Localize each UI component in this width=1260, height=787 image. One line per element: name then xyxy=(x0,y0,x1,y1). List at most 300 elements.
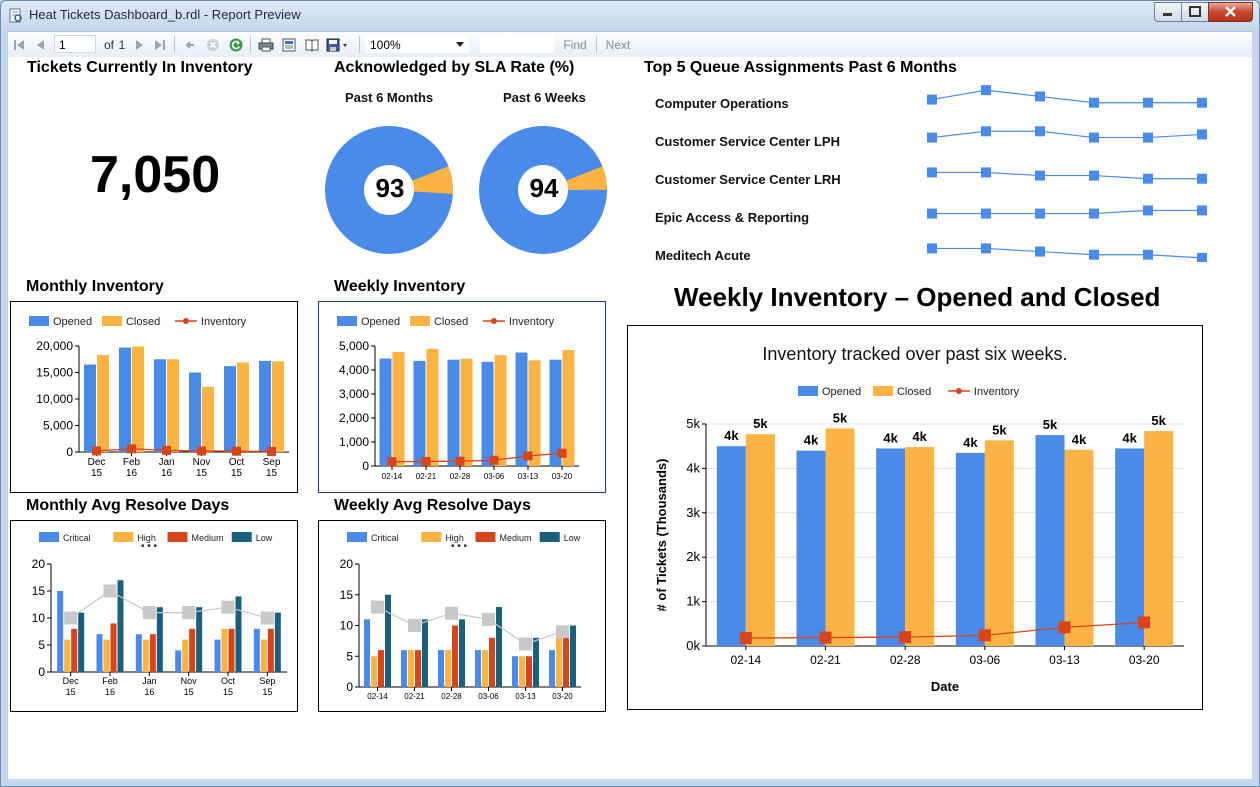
bar-opened xyxy=(224,366,236,452)
minimize-icon xyxy=(1155,3,1181,21)
sparkline-2 xyxy=(932,172,1202,178)
chevron-down-icon xyxy=(456,42,464,48)
page-setup-button[interactable] xyxy=(302,32,322,57)
bar-medium xyxy=(150,634,156,672)
legend-closed-label: Closed xyxy=(433,316,469,328)
legend-critical-label: Critical xyxy=(371,533,399,543)
x-tick-label: Nov xyxy=(192,457,211,468)
x-tick-label: 03-13 xyxy=(517,472,539,481)
first-page-button[interactable] xyxy=(10,32,28,57)
save-export-icon xyxy=(326,38,352,52)
bar-closed xyxy=(1144,431,1173,646)
weekly-opened-closed-title: Weekly Inventory – Opened and Closed xyxy=(674,282,1161,312)
x-tick-label: Sep xyxy=(262,457,281,468)
bar-closed xyxy=(132,347,144,452)
bar-opened xyxy=(84,365,96,452)
legend-high-label: High xyxy=(137,533,156,543)
x-tick-label: 15 xyxy=(262,687,273,697)
x-tick-label: Dec xyxy=(87,457,106,468)
data-label-opened: 4k xyxy=(724,428,739,444)
bar-opened xyxy=(797,451,826,646)
bar-low xyxy=(496,607,502,687)
legend-opened-label: Opened xyxy=(822,386,862,398)
tickets-inventory-value: 7,050 xyxy=(90,146,221,204)
y-tick-label: 1,000 xyxy=(338,435,369,449)
bar-high xyxy=(482,650,488,687)
legend-medium-label: Medium xyxy=(499,533,532,543)
sparkline-1-point xyxy=(927,133,937,143)
maximize-button[interactable] xyxy=(1181,2,1209,22)
monthly-inventory-title: Monthly Inventory xyxy=(26,278,164,295)
sla-months-value: 93 xyxy=(375,173,405,203)
x-tick-label: 03-20 xyxy=(551,472,573,481)
sparkline-0-point xyxy=(981,85,991,95)
bar-critical xyxy=(364,619,370,687)
marker-average xyxy=(64,612,77,625)
bar-closed xyxy=(985,440,1014,646)
data-label-closed: 4k xyxy=(1071,431,1087,447)
y-tick-label: 1k xyxy=(686,593,700,609)
marker-average xyxy=(408,619,421,632)
data-label-opened: 4k xyxy=(963,434,978,450)
legend-opened-label: Opened xyxy=(53,316,93,328)
data-label-opened: 4k xyxy=(803,432,819,448)
sparkline-0-point xyxy=(1143,98,1153,108)
sparkline-3-point xyxy=(927,209,937,219)
print-layout-button[interactable] xyxy=(279,32,299,57)
print-layout-icon xyxy=(282,38,296,52)
marker-average xyxy=(104,585,117,598)
x-tick-label: 03-06 xyxy=(478,692,499,701)
marker-average xyxy=(445,607,458,620)
bar-opened xyxy=(119,348,131,452)
legend-more-dots: • • • xyxy=(141,541,158,552)
bar-critical xyxy=(215,640,221,672)
sparkline-1 xyxy=(932,131,1202,137)
bar-critical xyxy=(175,650,181,672)
legend-more-dots: • • • xyxy=(451,541,468,552)
x-tick-label: Jan xyxy=(158,457,175,468)
x-tick-label: 02-14 xyxy=(367,692,388,701)
legend-closed-swatch xyxy=(410,316,430,326)
sparkline-4-point xyxy=(1089,250,1099,260)
queue-name-csc-lph: Customer Service Center LPH xyxy=(655,134,840,149)
bar-opened xyxy=(717,446,746,646)
bar-opened xyxy=(482,362,494,466)
y-tick-label: 5 xyxy=(346,649,353,664)
maximize-icon xyxy=(1182,3,1208,21)
weekly-resolve-title: Weekly Avg Resolve Days xyxy=(334,497,531,514)
x-tick-label: 02-21 xyxy=(404,692,425,701)
legend-medium-swatch xyxy=(475,532,495,542)
x-tick-label: Jan xyxy=(142,676,157,686)
x-tick-label: 15 xyxy=(230,468,243,479)
bar-opened xyxy=(956,453,985,646)
x-tick-label: 03-06 xyxy=(483,472,505,481)
y-tick-label: 3k xyxy=(686,504,700,520)
x-axis-title: Date xyxy=(930,679,960,694)
legend-low-swatch xyxy=(540,532,560,542)
marker-inventory xyxy=(127,444,136,453)
bar-critical xyxy=(136,634,142,672)
sparkline-3-point xyxy=(1197,205,1207,215)
marker-average xyxy=(261,612,274,625)
bar-high xyxy=(104,640,110,672)
bar-closed xyxy=(746,434,775,646)
x-tick-label: 02-28 xyxy=(449,472,471,481)
y-tick-label: 15 xyxy=(31,584,45,598)
sparkline-0-point xyxy=(927,95,937,105)
sparkline-0-point xyxy=(1197,98,1207,108)
next-page-button[interactable] xyxy=(130,32,148,57)
marker-inventory xyxy=(820,632,832,644)
stop-button[interactable] xyxy=(204,32,222,57)
bar-closed xyxy=(563,350,575,466)
data-label-closed: 4k xyxy=(912,429,927,445)
stop-icon xyxy=(206,38,220,52)
sla-months-label: Past 6 Months xyxy=(345,90,434,105)
total-pages-label: 1 xyxy=(118,37,126,52)
bar-medium xyxy=(526,656,532,687)
sparkline-1-point xyxy=(1089,133,1099,143)
page-setup-icon xyxy=(304,38,320,52)
bar-high xyxy=(143,640,149,672)
bar-opened xyxy=(380,358,392,466)
sparkline-3-point xyxy=(1035,209,1045,219)
bar-opened xyxy=(414,361,426,466)
x-tick-label: 02-21 xyxy=(415,472,437,481)
report-canvas xyxy=(8,57,1252,779)
sparkline-1-point xyxy=(1143,133,1153,143)
y-tick-label: 20 xyxy=(339,557,353,571)
bar-high xyxy=(556,638,562,687)
queue-name-computer-operations: Computer Operations xyxy=(655,96,789,111)
y-tick-label: 10 xyxy=(31,611,45,625)
refresh-button[interactable] xyxy=(227,32,245,57)
x-tick-label: 15 xyxy=(183,687,194,697)
x-tick-label: 16 xyxy=(125,468,138,479)
legend-critical-swatch xyxy=(347,532,367,542)
title-bar[interactable] xyxy=(1,1,1259,30)
bar-high xyxy=(445,650,451,687)
bar-closed xyxy=(202,387,214,452)
queue-sparklines xyxy=(918,77,1218,262)
marker-inventory xyxy=(1059,621,1071,633)
marker-average xyxy=(143,606,156,619)
x-tick-label: Dec xyxy=(62,676,79,686)
legend-medium-swatch xyxy=(167,532,187,542)
bar-low xyxy=(78,613,84,672)
sparkline-3 xyxy=(932,210,1202,213)
marker-average xyxy=(556,625,569,638)
bar-opened xyxy=(876,448,905,646)
last-page-icon xyxy=(154,39,166,51)
bar-closed xyxy=(495,355,507,466)
bar-medium xyxy=(71,629,77,672)
sparkline-2-point xyxy=(1089,171,1099,181)
sla-title: Acknowledged by SLA Rate (%) xyxy=(334,59,575,76)
last-page-button[interactable] xyxy=(151,32,169,57)
x-tick-label: 02-28 xyxy=(441,692,462,701)
y-tick-label: 0 xyxy=(66,445,73,459)
previous-page-button[interactable] xyxy=(32,32,50,57)
bar-closed xyxy=(272,361,284,452)
bar-low xyxy=(385,595,391,687)
y-tick-label: 0 xyxy=(362,459,369,473)
sparkline-1-point xyxy=(981,126,991,136)
marker-inventory xyxy=(1138,616,1150,628)
x-tick-label: 15 xyxy=(222,687,234,697)
bar-high xyxy=(371,656,377,687)
legend-closed-swatch xyxy=(873,386,893,396)
y-tick-label: 4k xyxy=(686,460,700,476)
x-tick-label: 03-13 xyxy=(515,692,536,701)
data-label-closed: 5k xyxy=(832,410,848,426)
marker-inventory xyxy=(388,457,397,466)
bar-medium xyxy=(229,629,235,672)
x-tick-label: 03-20 xyxy=(552,692,573,701)
sparkline-2-point xyxy=(1143,174,1153,184)
bar-critical xyxy=(401,650,407,687)
y-tick-label: 0 xyxy=(38,665,45,679)
sparkline-4-point xyxy=(1143,250,1153,260)
marker-inventory xyxy=(197,446,206,455)
bar-closed xyxy=(1065,450,1094,646)
weekly-opened-closed-chart xyxy=(627,325,1203,710)
y-tick-label: 10,000 xyxy=(36,392,73,406)
next-button[interactable]: Next xyxy=(605,37,631,52)
export-button[interactable] xyxy=(325,32,353,57)
marker-inventory xyxy=(232,447,241,456)
bar-low xyxy=(118,580,124,672)
data-label-opened: 5k xyxy=(1042,417,1058,433)
y-tick-label: 0k xyxy=(686,638,700,653)
y-tick-label: 15 xyxy=(339,587,353,602)
report-toolbar xyxy=(8,31,1252,58)
bar-low xyxy=(533,638,539,687)
bar-low xyxy=(236,596,242,672)
x-tick-label: 03-20 xyxy=(1128,653,1160,667)
y-axis-title: # of Tickets (Thousands) xyxy=(654,458,669,612)
sparkline-4 xyxy=(932,248,1202,257)
x-tick-label: 15 xyxy=(65,687,76,697)
y-tick-label: 4,000 xyxy=(338,363,369,377)
legend-low-label: Low xyxy=(255,533,273,543)
bar-opened xyxy=(516,352,528,466)
bar-medium xyxy=(452,626,458,688)
bar-low xyxy=(570,626,576,688)
x-tick-label: 02-14 xyxy=(730,653,762,667)
bar-critical xyxy=(97,634,103,672)
bar-medium xyxy=(268,629,274,672)
legend-opened-swatch xyxy=(29,316,49,326)
legend-inventory-marker xyxy=(183,318,189,324)
x-tick-label: 03-13 xyxy=(1049,653,1080,667)
bar-critical xyxy=(512,656,518,687)
bar-opened xyxy=(154,359,166,452)
sparkline-2-point xyxy=(1197,174,1207,184)
legend-high-label: High xyxy=(445,533,464,543)
marker-inventory xyxy=(524,451,533,460)
bar-closed xyxy=(905,447,934,646)
legend-closed-swatch xyxy=(102,316,122,326)
bar-low xyxy=(196,607,202,672)
marker-inventory xyxy=(558,449,567,458)
legend-inventory-label: Inventory xyxy=(200,316,247,328)
sparkline-4-point xyxy=(1197,253,1207,262)
bar-high xyxy=(261,640,267,672)
bar-medium xyxy=(415,650,421,687)
y-tick-label: 2,000 xyxy=(338,411,369,425)
bar-high xyxy=(519,656,525,687)
sparkline-0 xyxy=(932,90,1202,103)
close-icon xyxy=(1209,3,1252,21)
marker-average xyxy=(222,601,235,614)
legend-opened-label: Opened xyxy=(361,316,401,328)
sla-weeks-value: 94 xyxy=(529,173,559,203)
bar-opened xyxy=(189,373,201,453)
x-tick-label: Oct xyxy=(220,676,236,686)
sparkline-3-point xyxy=(1143,205,1153,215)
data-label-opened: 4k xyxy=(1122,430,1137,446)
x-tick-label: 02-21 xyxy=(810,653,841,667)
x-tick-label: Feb xyxy=(122,457,141,468)
legend-low-label: Low xyxy=(563,533,581,543)
bar-opened xyxy=(1115,448,1144,646)
sparkline-2-point xyxy=(981,167,991,177)
bar-closed xyxy=(529,360,541,466)
bar-closed xyxy=(427,349,439,466)
legend-opened-swatch xyxy=(798,386,818,396)
y-tick-label: 20,000 xyxy=(36,339,73,353)
close-button[interactable] xyxy=(1208,2,1253,22)
legend-low-swatch xyxy=(232,532,252,542)
x-tick-label: 16 xyxy=(160,468,173,479)
x-tick-label: Nov xyxy=(180,676,197,686)
x-tick-label: 16 xyxy=(104,687,116,697)
sparkline-4-point xyxy=(927,243,937,253)
bar-opened xyxy=(1036,435,1065,646)
bar-critical xyxy=(438,650,444,687)
report-file-icon xyxy=(9,8,23,23)
x-tick-label: 03-06 xyxy=(969,653,1001,667)
data-label-opened: 4k xyxy=(883,430,898,446)
bar-critical xyxy=(475,650,481,687)
bar-critical xyxy=(549,650,555,687)
bar-medium xyxy=(563,638,569,687)
marker-average xyxy=(371,601,384,614)
back-arrow-icon xyxy=(184,39,196,51)
x-tick-label: 15 xyxy=(265,468,278,479)
data-label-closed: 5k xyxy=(992,422,1007,438)
sparkline-0-point xyxy=(1089,98,1099,108)
page-of-label: of xyxy=(103,37,114,52)
y-tick-label: 5k xyxy=(686,416,700,431)
bar-closed xyxy=(393,352,405,466)
bar-closed xyxy=(826,428,855,646)
legend-high-swatch xyxy=(421,532,441,542)
marker-inventory xyxy=(979,629,991,641)
back-button[interactable] xyxy=(181,32,199,57)
bar-high xyxy=(64,640,70,672)
marker-inventory xyxy=(422,457,431,466)
bar-high xyxy=(408,650,414,687)
data-label-closed: 5k xyxy=(753,416,768,432)
printer-icon xyxy=(258,38,274,52)
bar-low xyxy=(275,613,281,672)
marker-inventory xyxy=(162,446,171,455)
marker-inventory xyxy=(899,631,911,643)
legend-closed-label: Closed xyxy=(125,316,161,328)
refresh-icon xyxy=(229,38,243,52)
zoom-select[interactable] xyxy=(365,35,469,53)
legend-closed-label: Closed xyxy=(896,386,932,398)
sparkline-4-point xyxy=(981,243,991,253)
minimize-button[interactable] xyxy=(1154,2,1182,22)
legend-inventory-marker xyxy=(491,318,497,324)
sparkline-3-point xyxy=(1089,209,1099,219)
bar-medium xyxy=(378,650,384,687)
x-tick-label: 15 xyxy=(195,468,208,479)
y-tick-label: 2k xyxy=(686,549,700,565)
bar-high xyxy=(182,640,188,672)
sparkline-1-point xyxy=(1197,129,1207,139)
x-tick-label: 16 xyxy=(144,687,155,697)
previous-page-icon xyxy=(35,39,47,51)
bar-closed xyxy=(237,362,249,452)
tickets-inventory-title: Tickets Currently In Inventory xyxy=(27,59,253,76)
legend-inventory-label: Inventory xyxy=(973,386,1020,398)
x-tick-label: 15 xyxy=(90,468,103,479)
sparkline-3-point xyxy=(981,209,991,219)
legend-inventory-label: Inventory xyxy=(508,316,555,328)
monthly-inventory-chart xyxy=(10,301,298,493)
queue-name-epic-access: Epic Access & Reporting xyxy=(655,210,810,225)
monthly-resolve-chart xyxy=(10,520,298,712)
bar-opened xyxy=(448,360,460,466)
x-tick-label: Oct xyxy=(228,457,245,468)
marker-inventory xyxy=(490,456,499,465)
marker-average xyxy=(182,606,195,619)
legend-opened-swatch xyxy=(337,316,357,326)
find-button[interactable]: Find xyxy=(563,37,587,52)
bar-low xyxy=(422,619,428,687)
window-title: Heat Tickets Dashboard_b.rdl - Report Preview xyxy=(29,7,301,22)
queue-name-csc-lrh: Customer Service Center LRH xyxy=(655,172,841,187)
monthly-resolve-title: Monthly Avg Resolve Days xyxy=(26,497,230,514)
marker-inventory xyxy=(267,447,276,456)
weekly-inventory-title: Weekly Inventory xyxy=(334,278,466,295)
marker-inventory xyxy=(456,457,465,466)
sparkline-2-point xyxy=(927,167,937,177)
page-number-input[interactable]: 1 xyxy=(54,35,96,53)
find-input[interactable] xyxy=(480,35,554,53)
bar-critical xyxy=(57,591,63,672)
sparkline-2-point xyxy=(1035,171,1045,181)
bar-medium xyxy=(489,638,495,687)
weekly-inventory-chart xyxy=(318,301,606,493)
print-button[interactable] xyxy=(256,32,276,57)
bar-low xyxy=(459,619,465,687)
bar-medium xyxy=(111,623,117,672)
y-tick-label: 5,000 xyxy=(42,418,73,433)
sparkline-4-point xyxy=(1035,247,1045,257)
marker-average xyxy=(519,637,532,650)
queue-name-meditech-acute: Meditech Acute xyxy=(655,248,751,263)
marker-inventory xyxy=(92,446,101,455)
next-page-icon xyxy=(133,39,145,51)
bar-closed xyxy=(461,359,473,466)
